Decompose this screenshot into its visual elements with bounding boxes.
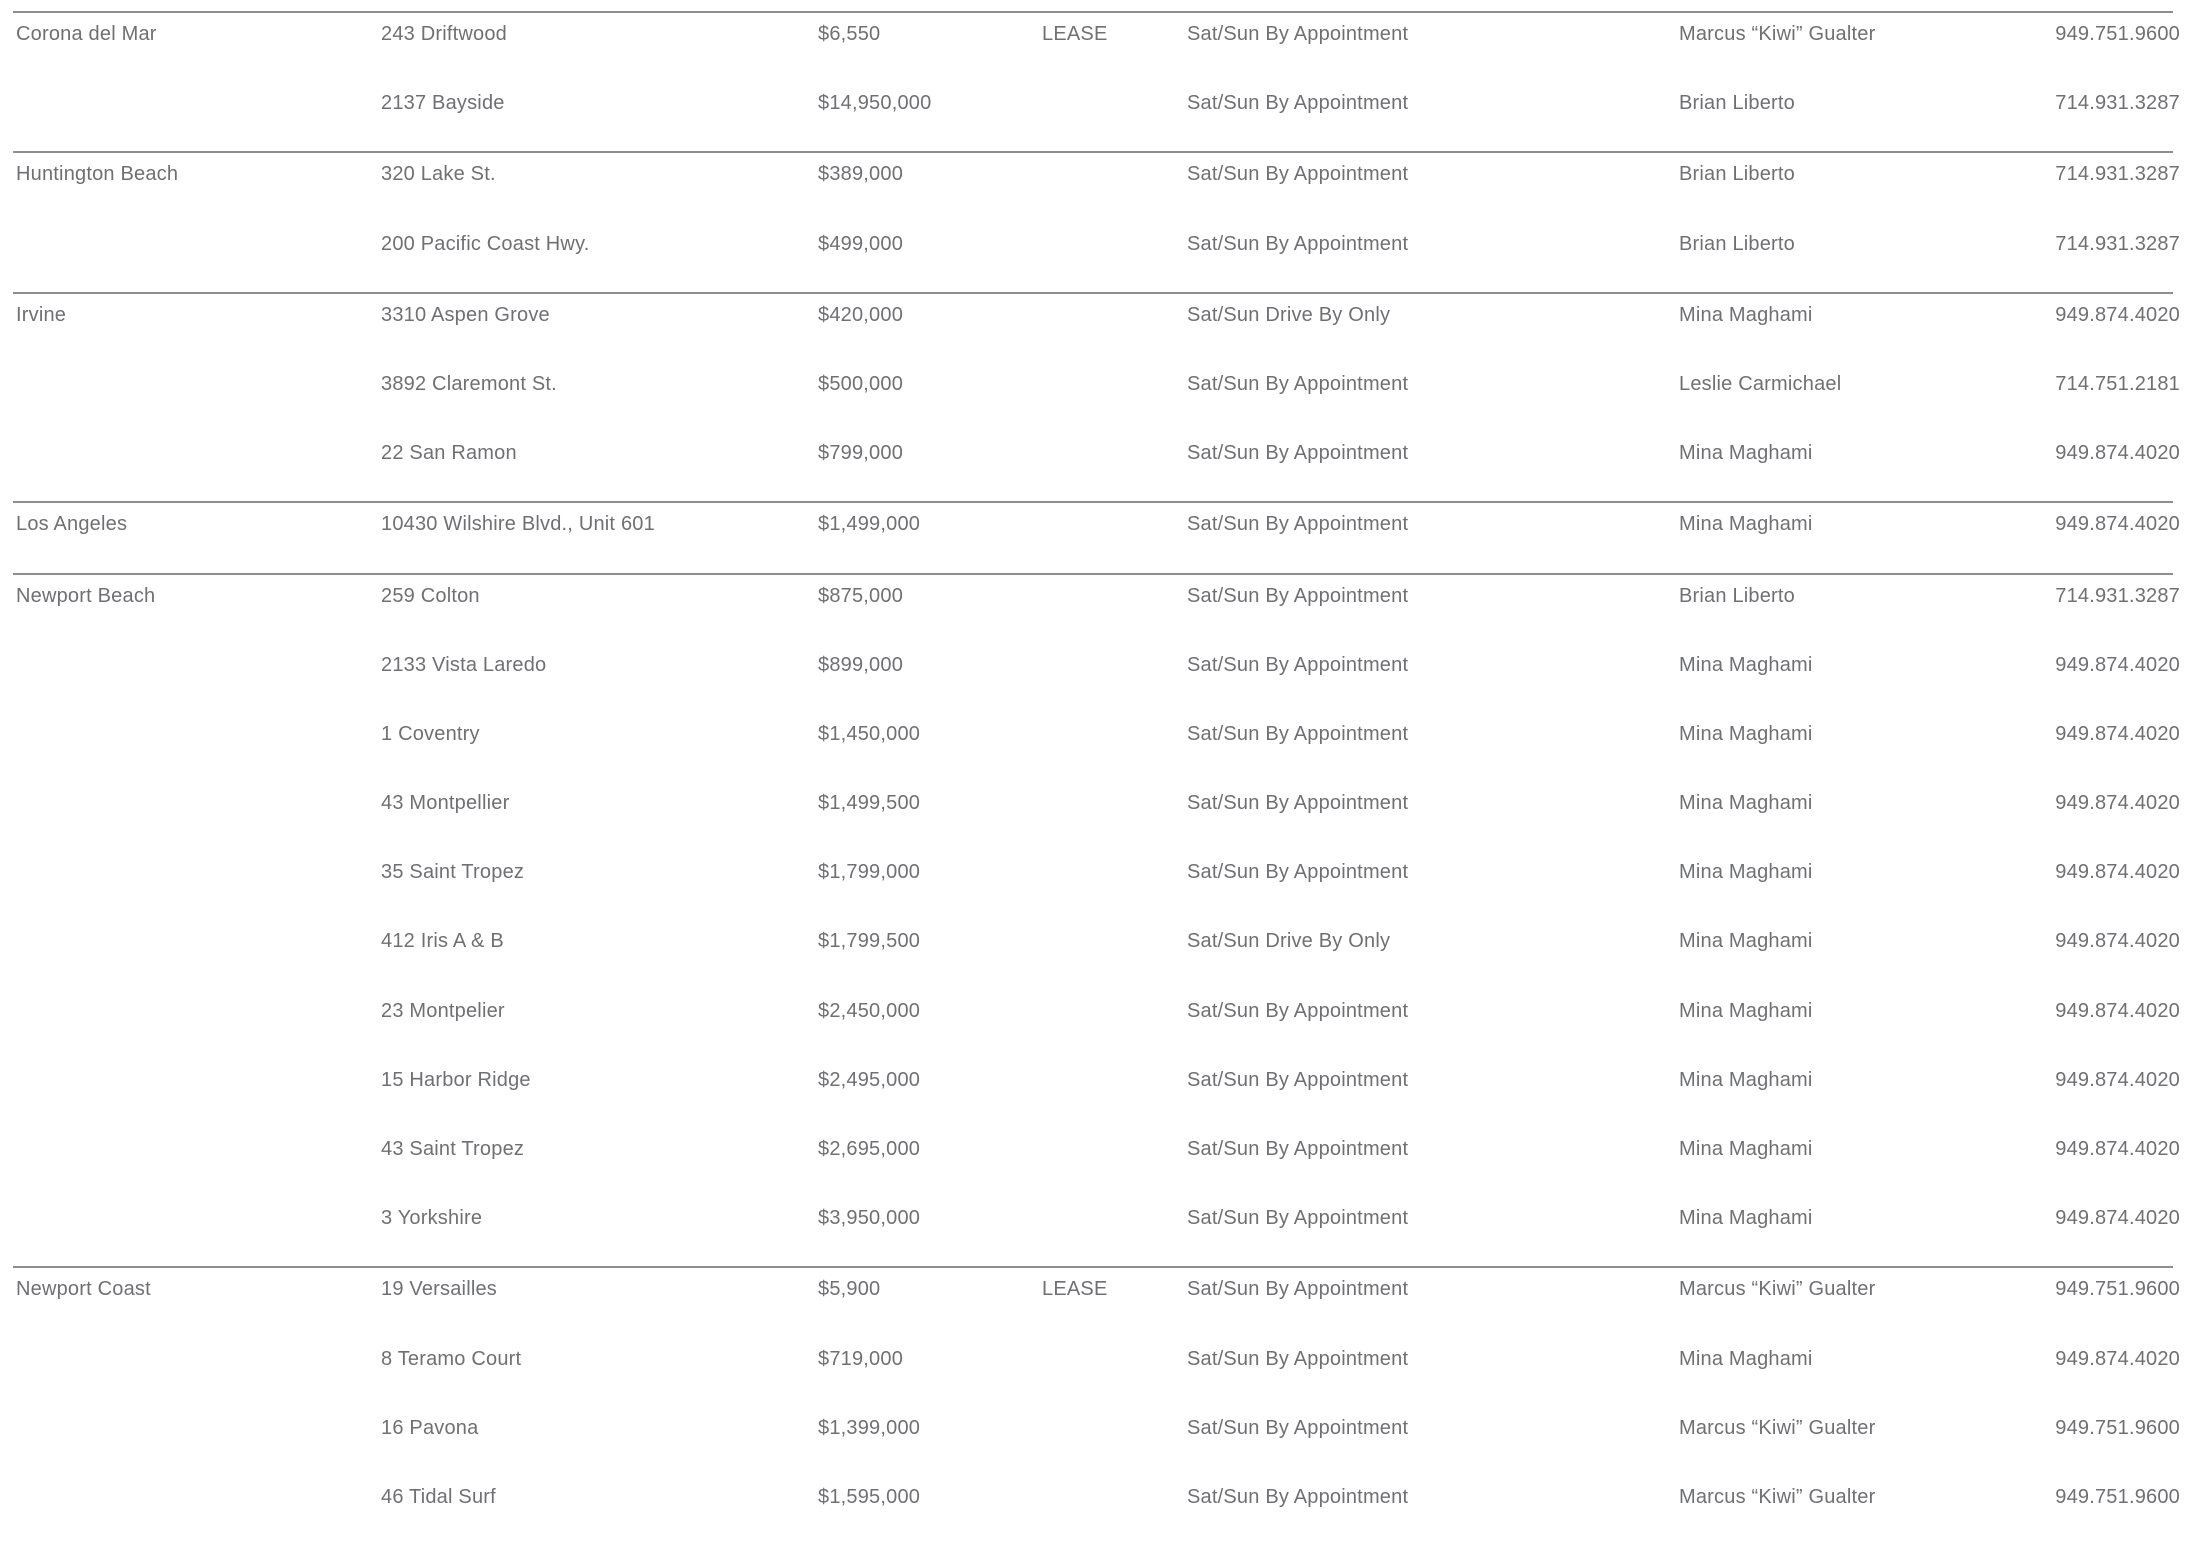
open-house-schedule: Sat/Sun By Appointment [1187,1138,1409,1160]
listing-row [0,782,2195,851]
section-rows [0,575,2195,1267]
listing-price: $499,000 [818,232,904,255]
agent-phone: 949.874.4020 [2055,722,2180,745]
listing-price: $1,799,000 [818,861,921,884]
open-house-schedule: Sat/Sun By Appointment [1187,999,1409,1022]
listing-price: $6,550 [818,23,881,45]
listing-address: 412 Iris A & B [381,930,504,953]
listing-row [0,920,2195,989]
agent-name: Mina Maghami [1679,513,1813,536]
agent-name: Brian Liberto [1679,92,1795,115]
agent-name: Mina Maghami [1679,1207,1813,1230]
listing-address: 8 Teramo Court [381,1347,522,1370]
listing-price: $2,450,000 [818,999,921,1022]
listing-row [0,990,2195,1059]
listing-row [0,153,2195,222]
listing-price: $1,499,500 [818,792,921,815]
agent-phone: 714.931.3287 [2055,584,2180,607]
open-house-schedule: Sat/Sun By Appointment [1187,163,1409,186]
listing-price: $1,450,000 [818,722,921,745]
listing-row [0,713,2195,782]
city-label: Huntington Beach [16,163,179,186]
section-rows [0,1268,2195,1545]
agent-name: Marcus “Kiwi” Gualter [1679,23,1876,45]
listing-address: 2137 Bayside [381,92,505,115]
listing-price: $1,799,500 [818,930,921,953]
listing-row [0,13,2195,82]
listing-price: $2,695,000 [818,1138,921,1160]
city-section [0,151,2195,291]
agent-phone: 714.931.3287 [2055,163,2180,186]
listing-row [0,851,2195,920]
agent-name: Mina Maghami [1679,1347,1813,1370]
listing-price: $1,595,000 [818,1485,921,1508]
listing-price: $1,399,000 [818,1416,921,1439]
listing-address: 320 Lake St. [381,163,496,186]
section-rows [0,294,2195,502]
listing-address: 3892 Claremont St. [381,372,557,395]
open-house-schedule: Sat/Sun By Appointment [1187,1347,1409,1370]
agent-name: Mina Maghami [1679,442,1813,465]
listing-row [0,1197,2195,1266]
listing-price: $875,000 [818,584,904,607]
section-rows [0,13,2195,151]
listing-price: $799,000 [818,442,904,465]
listing-price: $719,000 [818,1347,904,1370]
agent-phone: 949.874.4020 [2055,1207,2180,1230]
agent-phone: 949.874.4020 [2055,861,2180,884]
listing-address: 3 Yorkshire [381,1207,483,1230]
listing-row [0,223,2195,292]
agent-name: Brian Liberto [1679,232,1795,255]
agent-name: Mina Maghami [1679,303,1813,326]
lease-badge: LEASE [1042,23,1108,45]
agent-phone: 949.874.4020 [2055,653,2180,676]
listing-row [0,1059,2195,1128]
open-house-schedule: Sat/Sun By Appointment [1187,653,1409,676]
agent-phone: 949.874.4020 [2055,1068,2180,1091]
open-house-schedule: Sat/Sun By Appointment [1187,1485,1409,1508]
listing-row [0,1476,2195,1545]
listing-price: $1,499,000 [818,513,921,536]
city-label: Newport Coast [16,1278,151,1301]
listing-address: 43 Saint Tropez [381,1138,525,1160]
city-section [0,1266,2195,1545]
agent-name: Mina Maghami [1679,1068,1813,1091]
listing-row [0,1268,2195,1337]
agent-phone: 949.751.9600 [2055,1278,2180,1301]
listing-row [0,575,2195,644]
listing-address: 2133 Vista Laredo [381,653,547,676]
open-house-schedule: Sat/Sun By Appointment [1187,722,1409,745]
agent-name: Mina Maghami [1679,653,1813,676]
open-house-schedule: Sat/Sun By Appointment [1187,861,1409,884]
agent-phone: 949.874.4020 [2055,303,2180,326]
listing-address: 46 Tidal Surf [381,1485,496,1508]
listing-address: 200 Pacific Coast Hwy. [381,232,590,255]
agent-name: Mina Maghami [1679,861,1813,884]
listing-address: 16 Pavona [381,1416,479,1439]
agent-name: Marcus “Kiwi” Gualter [1679,1416,1876,1439]
agent-phone: 714.751.2181 [2055,372,2180,395]
agent-name: Marcus “Kiwi” Gualter [1679,1278,1876,1301]
agent-phone: 949.874.4020 [2055,792,2180,815]
agent-name: Marcus “Kiwi” Gualter [1679,1485,1876,1508]
agent-phone: 949.874.4020 [2055,442,2180,465]
listing-price: $389,000 [818,163,904,186]
agent-name: Mina Maghami [1679,999,1813,1022]
agent-phone: 714.931.3287 [2055,92,2180,115]
listing-address: 19 Versailles [381,1278,497,1301]
open-house-schedule: Sat/Sun By Appointment [1187,1278,1409,1301]
agent-name: Brian Liberto [1679,584,1795,607]
city-label: Newport Beach [16,584,156,607]
listing-price: $500,000 [818,372,904,395]
listing-address: 43 Montpellier [381,792,510,815]
city-section [0,573,2195,1267]
listing-row [0,363,2195,432]
listing-address: 23 Montpelier [381,999,505,1022]
listing-price: $899,000 [818,653,904,676]
open-house-schedule: Sat/Sun Drive By Only [1187,930,1391,953]
open-house-schedule: Sat/Sun By Appointment [1187,23,1409,45]
listing-row [0,1407,2195,1476]
listing-row [0,294,2195,363]
listing-address: 1 Coventry [381,722,480,745]
open-house-schedule: Sat/Sun By Appointment [1187,1068,1409,1091]
listing-price: $3,950,000 [818,1207,921,1230]
listing-address: 243 Driftwood [381,23,507,45]
agent-name: Leslie Carmichael [1679,372,1842,395]
agent-phone: 949.751.9600 [2055,23,2180,45]
listing-price: $5,900 [818,1278,881,1301]
agent-name: Mina Maghami [1679,722,1813,745]
open-house-schedule: Sat/Sun By Appointment [1187,584,1409,607]
listing-address: 10430 Wilshire Blvd., Unit 601 [381,513,655,536]
listing-address: 3310 Aspen Grove [381,303,550,326]
listing-row [0,432,2195,501]
city-section [0,11,2195,151]
section-rows [0,503,2195,572]
open-house-schedule: Sat/Sun By Appointment [1187,792,1409,815]
city-label: Irvine [16,303,67,326]
open-house-schedule: Sat/Sun By Appointment [1187,92,1409,115]
city-label: Corona del Mar [16,23,157,45]
city-label: Los Angeles [16,513,128,536]
listing-row [0,503,2195,572]
listing-address: 22 San Ramon [381,442,517,465]
agent-name: Mina Maghami [1679,792,1813,815]
listing-price: $2,495,000 [818,1068,921,1091]
agent-phone: 714.931.3287 [2055,232,2180,255]
open-house-schedule: Sat/Sun By Appointment [1187,1207,1409,1230]
city-section [0,501,2195,572]
lease-badge: LEASE [1042,1278,1108,1301]
open-house-schedule: Sat/Sun By Appointment [1187,372,1409,395]
open-house-schedule: Sat/Sun By Appointment [1187,442,1409,465]
agent-phone: 949.751.9600 [2055,1485,2180,1508]
open-house-schedule: Sat/Sun By Appointment [1187,232,1409,255]
agent-name: Mina Maghami [1679,1138,1813,1160]
agent-name: Mina Maghami [1679,930,1813,953]
agent-phone: 949.874.4020 [2055,513,2180,536]
listing-address: 15 Harbor Ridge [381,1068,531,1091]
agent-phone: 949.874.4020 [2055,999,2180,1022]
listing-address: 259 Colton [381,584,480,607]
agent-phone: 949.874.4020 [2055,1138,2180,1160]
section-rows [0,153,2195,291]
agent-phone: 949.874.4020 [2055,1347,2180,1370]
open-house-schedule: Sat/Sun By Appointment [1187,513,1409,536]
listing-row [0,1128,2195,1197]
agent-phone: 949.874.4020 [2055,930,2180,953]
listing-price: $14,950,000 [818,92,932,115]
listing-address: 35 Saint Tropez [381,861,525,884]
agent-name: Brian Liberto [1679,163,1795,186]
open-house-schedule: Sat/Sun Drive By Only [1187,303,1391,326]
listing-price: $420,000 [818,303,904,326]
listing-row [0,644,2195,713]
listing-row [0,82,2195,151]
listing-row [0,1338,2195,1407]
open-house-schedule: Sat/Sun By Appointment [1187,1416,1409,1439]
agent-phone: 949.751.9600 [2055,1416,2180,1439]
city-section [0,292,2195,502]
